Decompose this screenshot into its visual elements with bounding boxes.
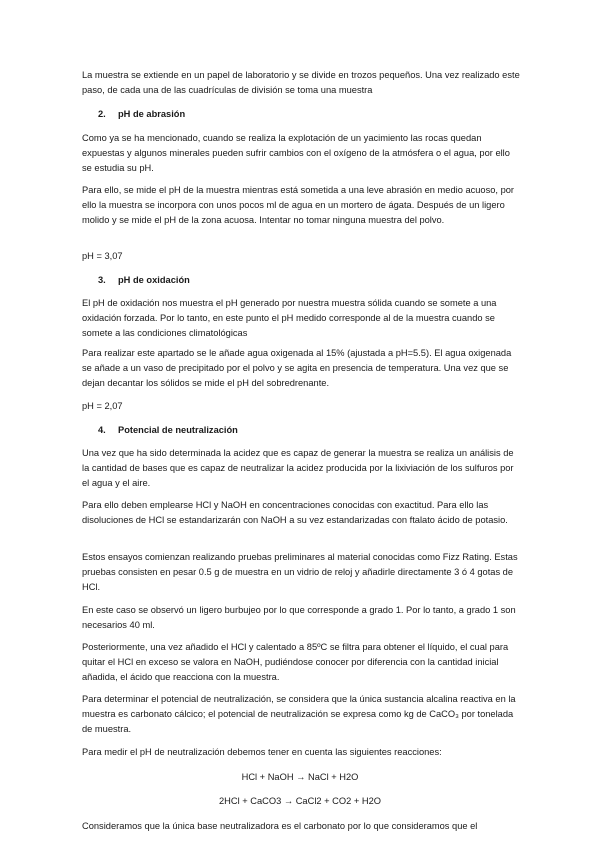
section-title: pH de abrasión [118,109,186,119]
section-number: 2. [98,109,106,119]
equation-hcl-caco3: 2HCl + CaCO3 → CaCl2 + CO2 + H2O [219,796,381,806]
equation-hcl-naoh: HCl + NaOH → NaCl + H2O [241,772,359,782]
paragraph-fizz-rating: Estos ensayos comienzan realizando pruebas preliminares al material conocidas como Fizz Rating. Estas pruebas consisten en pesar 0.5 g de muestra en un vidrio de reloj y añadirle directamente 3 ó 4 gotas de HCl. [82,552,518,592]
section-heading-neutralization [98,423,238,438]
paragraph-sample-preparation: La muestra se extiende en un papel de laboratorio y se divide en trozos pequeños. Una vez realizado este paso, de cada una de las cuadrículas de división se toma una muestra [82,70,520,95]
section-title: Potencial de neutralización [118,425,238,435]
paragraph-neutralization-intro: Una vez que ha sido determinada la acidez que es capaz de generar la muestra se realiza un análisis de la cantidad de bases que es capaz de neutralizar la acidez producida por la lixiviación de los sulfuros por el agua y el aire. [82,448,514,488]
ph-abrasion-result: pH = 3,07 [82,251,123,261]
paragraph-oxidation-method: Para realizar este apartado se le añade agua oxigenada al 15% (ajustada a pH=5.5). El agua oxigenada se añade a un vaso de precipitado por el polvo y se agita en presencia de temperatura. Una vez que se dejan decantar los sólidos se mide el pH del sobredrenante. [82,348,512,388]
paragraph-fizz-grade: En este caso se observó un ligero burbujeo por lo que corresponde a grado 1. Por lo tanto, a grado 1 son necesarios 40 ml. [82,605,516,630]
paragraph-reactions-intro: Para medir el pH de neutralización debemos tener en cuenta las siguientes reacciones: [82,747,442,757]
section-heading-oxidation [98,273,190,288]
paragraph-abrasion-intro: Como ya se ha mencionado, cuando se realiza la explotación de un yacimiento las rocas quedan expuestas y algunos minerales pueden sufrir cambios con el oxígeno de la atmósfera o el agua, por ello se estudia su pH. [82,133,510,173]
section-heading-abrasion [98,107,185,122]
paragraph-neutralization-potential: Para determinar el potencial de neutralización, se considera que la única sustancia alcalina reactiva en la muestra es carbonato cálcico; el potencial de neutralización se expresa como kg de CaCO₃ por tonelada de muestra. [82,694,516,734]
paragraph-conclusion-start: Consideramos que la única base neutralizadora es el carbonato por lo que consideramos que el [82,821,478,831]
ph-oxidation-result: pH = 2,07 [82,401,123,411]
section-number: 4. [98,425,106,435]
paragraph-reagents: Para ello deben emplearse HCl y NaOH en concentraciones conocidas con exactitud. Para ello las disoluciones de HCl se estandarizarán con NaOH a su vez estandarizadas con ftalato ácido de potasio. [82,500,508,525]
paragraph-oxidation-intro: El pH de oxidación nos muestra el pH generado por nuestra muestra sólida cuando se somete a una oxidación forzada. Por lo tanto, en este punto el pH medido corresponde al de la muestra cuando se somete a las condiciones climatológicas [82,298,497,338]
section-title: pH de oxidación [118,275,190,285]
paragraph-titration: Posteriormente, una vez añadido el HCl y calentado a 85ºC se filtra para obtener el líquido, el cual para quitar el HCl en exceso se valora en NaOH, pudiéndose conocer por diferencia con la cantidad inicial añadida, el ácido que reacciona con la muestra. [82,642,509,682]
section-number: 3. [98,275,106,285]
paragraph-abrasion-method: Para ello, se mide el pH de la muestra mientras está sometida a una leve abrasión en medio acuoso, por ello la muestra se incorpora con unos pocos ml de agua en un mortero de ágata. Después de un ligero molido y se mide el pH de la zona acuosa. Intentar no tomar ninguna muestra del polvo. [82,185,515,225]
